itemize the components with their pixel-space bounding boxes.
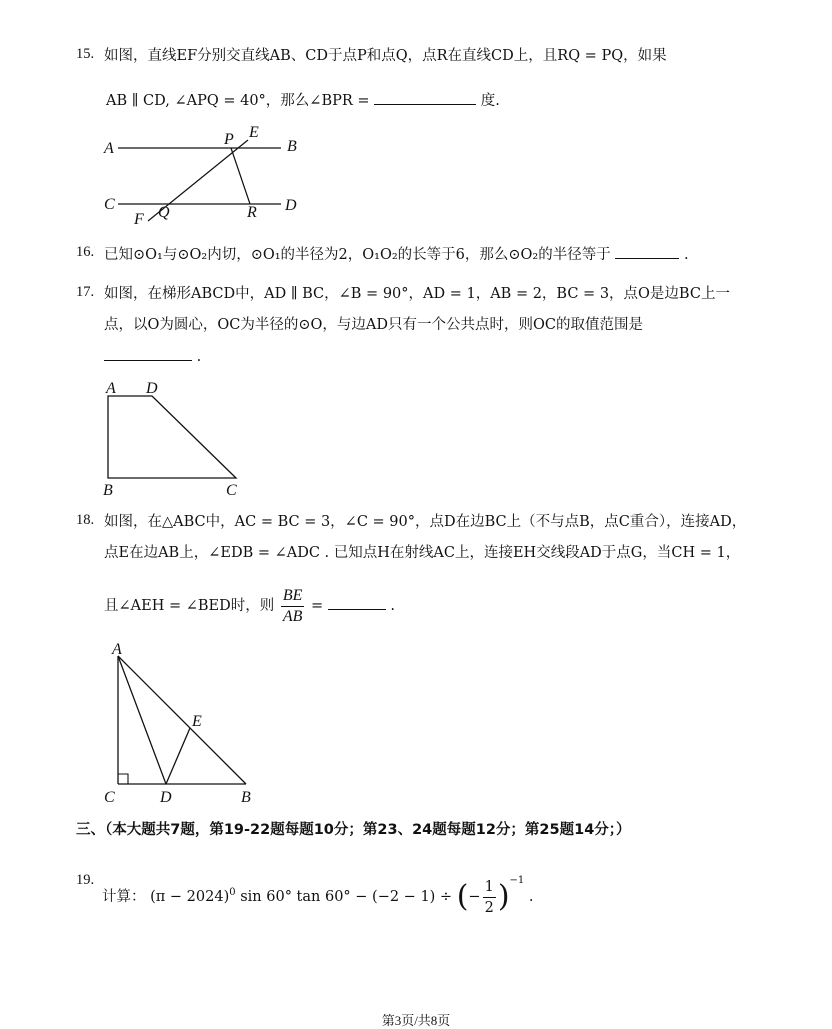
question-number: 17. — [76, 284, 95, 300]
label-B: B — [103, 482, 113, 498]
label-E: E — [249, 124, 259, 141]
question-text-line3 — [104, 583, 395, 629]
right-angle-mark — [118, 774, 128, 784]
question-text: . — [390, 598, 395, 614]
question-text: . — [196, 349, 202, 365]
question-number: 18. — [76, 512, 95, 528]
minus-sign: − — [468, 889, 481, 905]
paren-right: ) — [497, 879, 510, 914]
label-A: A — [106, 380, 116, 397]
label-A: A — [104, 140, 114, 157]
label-C: C — [104, 789, 115, 806]
label-R: R — [247, 204, 257, 221]
question-text: . — [683, 247, 689, 263]
paren-left: ( — [456, 879, 469, 914]
question-text: 点E在边AB上，∠EDB = ∠ADC . 已知点H在射线AC上，连接EH交线段AD于点G，当CH = 1， — [104, 545, 741, 561]
segment-AD — [118, 656, 166, 784]
expression-part: sin 60° tan 60° − (−2 − 1) ÷ — [240, 889, 457, 905]
question-text: 如图，在梯形ABCD中，AD ∥ BC，∠B = 90°，AD = 1，AB = 2，BC = 3，点O是边BC上一 — [104, 286, 730, 302]
question-text: 如图，在△ABC中，AC = BC = 3，∠C = 90°，点D在边BC上（不与点B，点C重合），连接AD， — [104, 514, 747, 530]
label-F: F — [134, 211, 144, 228]
section-heading: 三、（本大题共7题，第19-22题每题10分；第23、24题每题12分；第25题14分；） — [76, 822, 631, 838]
question-expression — [102, 858, 534, 920]
segment-AB — [118, 656, 246, 784]
answer-blank[interactable] — [328, 595, 386, 610]
question-number: 19. — [76, 872, 95, 888]
figure-trapezoid — [96, 376, 256, 498]
label-B: B — [241, 789, 251, 806]
fraction-denominator: AB — [282, 607, 303, 625]
question-text: 度. — [480, 93, 500, 109]
question-text-line — [104, 244, 689, 265]
fraction-numerator: BE — [281, 586, 305, 607]
label-P: P — [224, 131, 234, 148]
fraction-one-half — [483, 877, 496, 918]
question-text: 且∠AEH = ∠BED时，则 — [104, 598, 275, 614]
label-D: D — [285, 197, 297, 214]
question-text: AB ∥ CD, ∠APQ = 40°，那么∠BPR = — [106, 93, 370, 109]
answer-blank[interactable] — [615, 244, 679, 259]
segment-PR — [231, 148, 250, 204]
fraction-numerator: 1 — [483, 877, 496, 898]
question-text-line2 — [106, 90, 500, 111]
exponent-neg1: −1 — [509, 875, 525, 886]
label-C: C — [104, 196, 115, 213]
page-footer: 第3页/共8页 — [381, 1013, 451, 1028]
question-text-line3 — [104, 346, 201, 367]
fraction-denominator: 2 — [484, 899, 494, 916]
exponent-zero: 0 — [229, 887, 236, 899]
label-B: B — [287, 138, 297, 155]
expression-part: (π − 2024) — [150, 889, 230, 905]
label-D: D — [160, 789, 172, 806]
label-C: C — [226, 482, 237, 498]
label-Q: Q — [158, 204, 170, 221]
fraction-BE-AB — [281, 586, 305, 627]
figure-parallel-lines — [96, 118, 316, 228]
label-E: E — [192, 713, 202, 730]
answer-blank[interactable] — [104, 346, 192, 361]
question-text: 已知⊙O₁与⊙O₂内切，⊙O₁的半径为2，O₁O₂的长等于6，那么⊙O₂的半径等于 — [104, 247, 611, 263]
segment-DE — [166, 728, 190, 784]
question-number: 15. — [76, 46, 95, 62]
question-text: 计算： — [102, 889, 146, 905]
label-A: A — [112, 641, 122, 658]
question-text: 如图，直线EF分别交直线AB、CD于点P和点Q，点R在直线CD上，且RQ = PQ，如果 — [104, 48, 667, 64]
label-D: D — [146, 380, 158, 397]
question-text: . — [528, 889, 534, 905]
question-number: 16. — [76, 244, 95, 260]
figure-right-triangle — [98, 638, 268, 810]
question-text: 点，以O为圆心，OC为半径的⊙O，与边AD只有一个公共点时，则OC的取值范围是 — [104, 317, 643, 333]
trapezoid-ABCD — [108, 396, 236, 478]
question-text: = — [311, 598, 324, 614]
answer-blank[interactable] — [374, 90, 476, 105]
